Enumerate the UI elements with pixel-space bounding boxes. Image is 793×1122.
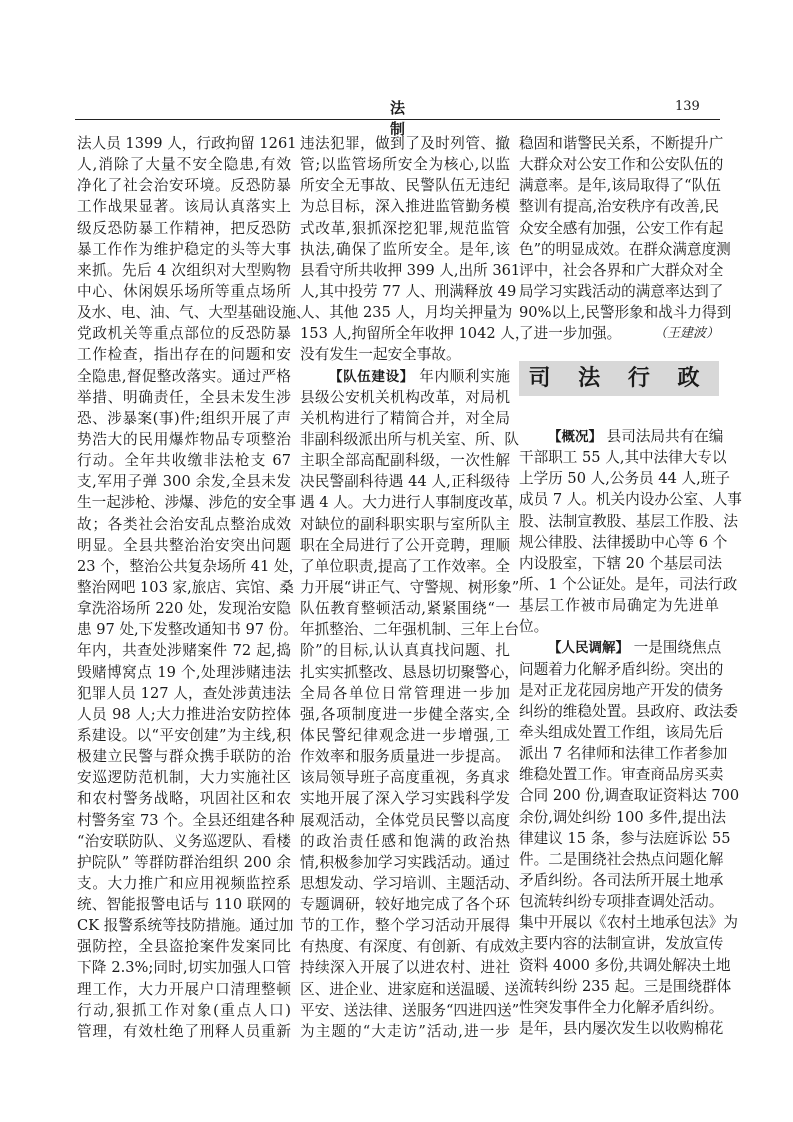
line-text: 平安、送法律、送服务“四进四送”	[300, 1001, 520, 1019]
text-line	[77, 281, 291, 302]
line-text: 和农村警务战略，巩固社区和农	[77, 790, 291, 808]
text-line	[519, 323, 719, 344]
text-line	[300, 704, 510, 725]
line-text: 90%以上,民警形象和战斗力得到	[519, 304, 732, 322]
text-line	[300, 746, 510, 767]
line-text: 包流转纠纷专项排查调处活动。	[519, 893, 724, 911]
line-text: 余份,调处纠纷 100 多件,提出法	[519, 808, 726, 826]
line-text: 阶”的目标,认认真真找问题、扎	[300, 642, 510, 660]
line-text: 整治网吧 103 家,旅店、宾馆、桑	[77, 578, 294, 596]
text-line	[300, 344, 510, 365]
text-line	[300, 810, 510, 831]
text-line	[519, 997, 724, 1018]
line-text: 律建议 15 条，参与法庭诉讼 55	[519, 829, 731, 847]
text-line	[519, 933, 724, 954]
line-text: 153 人,拘留所全年收押 1042 人，	[300, 325, 530, 343]
line-text: 上学历 50 人,公务员 44 人,班子	[519, 470, 730, 488]
line-text: 评中，社会各界和广大群众对全	[519, 261, 724, 279]
text-line	[300, 640, 510, 661]
text-line	[519, 532, 728, 553]
line-text: 护院队” 等群防群治组织 200 余	[77, 853, 291, 871]
line-text: 满意率。是年,该局取得了“队伍	[519, 177, 721, 195]
text-line	[519, 701, 738, 722]
text-line	[519, 659, 724, 680]
line-text: 大群众对公安工作和公安队伍的	[519, 156, 724, 174]
line-text: 强防控，全县盗抢案件发案同比	[77, 938, 291, 956]
line-text: 对缺位的副科职实职与室所队主	[300, 515, 510, 533]
text-line	[77, 218, 291, 239]
text-line	[519, 976, 732, 997]
text-line	[519, 637, 722, 658]
text-line	[519, 1018, 724, 1039]
line-text: 管;以监管场所安全为核心,以监	[300, 156, 510, 174]
text-line	[519, 468, 730, 489]
text-line	[519, 426, 724, 447]
text-line	[77, 196, 291, 217]
text-line	[519, 196, 719, 217]
line-text: 村警务室 73 个。全县还组建各种	[77, 811, 295, 829]
text-line	[300, 492, 523, 513]
text-line	[519, 807, 726, 828]
line-text: 专题调研，较好地完成了各个环	[300, 896, 510, 914]
text-line	[77, 408, 291, 429]
line-text: 情,积极参加学习实践活动。通过	[300, 853, 510, 871]
text-line	[77, 873, 291, 894]
section-heading-judicial-administration: 司 法 行 政	[519, 361, 719, 396]
text-line	[519, 828, 731, 849]
text-line	[77, 1000, 291, 1021]
text-line	[300, 577, 520, 598]
line-text: 安巡逻防范机制，大力实施社区	[77, 769, 291, 787]
column-3	[519, 133, 732, 344]
header-rule	[75, 119, 720, 120]
text-line	[77, 175, 291, 196]
text-line	[77, 514, 291, 535]
text-line	[77, 831, 291, 852]
line-text: 全局各单位日常管理进一步加	[300, 684, 510, 702]
text-line	[300, 450, 510, 471]
text-line	[77, 302, 311, 323]
text-line	[300, 302, 513, 323]
line-text: 件。二是围绕社会热点问题化解	[519, 850, 724, 868]
text-line	[300, 598, 510, 619]
text-line	[77, 619, 298, 640]
line-text: 年内顺利实施	[413, 367, 511, 385]
line-text: 人,消除了大量不安全隐患,有效	[77, 156, 291, 174]
section-body	[519, 426, 742, 1039]
line-text: 县看守所共收押 399 人,出所 361	[300, 261, 521, 279]
text-line	[300, 788, 510, 809]
paragraph-heading: 【队伍建设】	[329, 368, 414, 385]
text-line	[519, 239, 731, 260]
text-line	[77, 915, 294, 936]
line-text: 色”的明显成效。在群众满意度测	[519, 240, 731, 258]
text-line	[300, 915, 510, 936]
line-text: 举措、明确责任，全县未发生涉	[77, 388, 291, 406]
text-line	[519, 133, 724, 154]
line-text: 资料 4000 多份,共调处解决土地	[519, 956, 731, 974]
line-text: 法人员 1399 人，行政拘留 1261	[77, 135, 297, 152]
text-line	[77, 239, 291, 260]
line-text: 执法,确保了监所安全。是年,该	[300, 240, 510, 258]
line-text: 工作检查，指出存在的问题和安	[77, 346, 291, 364]
text-line	[77, 366, 291, 387]
line-text: 县级公安机关机构改革，对局机	[300, 388, 510, 406]
line-text: 合同 200 份,调查取证资料达 700	[519, 787, 740, 805]
text-line	[519, 511, 738, 532]
line-text: 性突发事件全力化解矛盾纠纷。	[519, 998, 724, 1016]
text-line	[300, 218, 510, 239]
line-text: 该局领导班子高度重视，务真求	[300, 769, 510, 787]
text-line	[519, 553, 722, 574]
text-line	[300, 260, 521, 281]
line-text: 位。	[519, 618, 549, 636]
text-line	[519, 955, 731, 976]
line-text: 全隐患,督促整改落实。通过严格	[77, 367, 291, 385]
line-text: 强,各项制度进一步健全落实,全	[300, 705, 510, 723]
line-text: 人员 98 人;大力推进治安防控体	[77, 705, 291, 723]
line-text: 基层工作被市局确定为先进单	[519, 597, 719, 615]
line-text: 展观活动，全体党员民警以高度	[300, 811, 510, 829]
text-line	[519, 447, 727, 468]
line-text: 23 个，整治公共复杂场所 41 处，	[77, 557, 304, 575]
line-text: 实地开展了深入学习实践科学发	[300, 790, 510, 808]
text-line	[77, 810, 295, 831]
line-text: 患 97 处,下发整改通知书 97 份。	[77, 621, 298, 639]
line-text: 行动。全年共收缴非法枪支 67	[77, 452, 291, 470]
text-line	[300, 683, 510, 704]
line-text: 支,军用子弹 300 余发,全县未发	[77, 473, 291, 491]
text-line	[77, 260, 291, 281]
line-text: 年抓整治、二年强机制、三年上台	[300, 621, 519, 639]
text-line	[300, 133, 510, 154]
line-text: 来抓。先后 4 次组织对大型购物	[77, 261, 291, 279]
text-line	[300, 936, 534, 957]
line-text: 的政治责任感和饱满的政治热	[300, 832, 510, 850]
line-text: 内设股室，下辖 20 个基层司法	[519, 554, 722, 572]
line-text: 思想发动、学习培训、主题活动、	[300, 874, 519, 892]
text-line	[77, 662, 291, 683]
text-line	[519, 302, 732, 323]
text-line	[77, 979, 291, 1000]
text-line	[77, 492, 296, 513]
text-line	[519, 281, 724, 302]
line-text: 整训有提高,治安秩序有改善,民	[519, 198, 719, 216]
line-text: 职在全局进行了公开竞聘，理顺	[300, 536, 510, 554]
column-2	[300, 133, 534, 1042]
text-line	[519, 218, 724, 239]
line-text: 作效率和服务质量进一步提高。	[300, 748, 510, 766]
text-line	[519, 785, 740, 806]
line-text: 违法犯罪，做到了及时列管、撤	[300, 135, 510, 152]
text-line	[300, 366, 510, 387]
line-text: 问题着力化解矛盾纠纷。突出的	[519, 660, 724, 678]
line-text: 行动,狠抓工作对象(重点人口)	[77, 1001, 291, 1019]
line-text: 级反恐防暴工作精神，把反恐防	[77, 219, 291, 237]
line-text: 有热度、有深度、有创新、有成效。	[300, 938, 534, 956]
text-line	[300, 387, 510, 408]
line-text: 统、智能报警电话与 110 联网的	[77, 896, 291, 914]
line-text: 县司法局共有在编	[602, 428, 724, 445]
line-text: 式改革,狠抓深挖犯罪,规范监管	[300, 219, 510, 237]
line-text: 管理，有效杜绝了刑释人员重新	[77, 1022, 291, 1040]
line-text: 明显。全县共整治治安突出问题	[77, 536, 291, 554]
text-line	[77, 344, 291, 365]
text-line	[519, 743, 728, 764]
text-line	[519, 154, 724, 175]
line-text: 持续深入开展了以进农村、进社	[300, 959, 510, 977]
author-credit: （王建波）	[653, 326, 719, 342]
line-text: 所安全无事故、民警队伍无违纪	[300, 177, 510, 195]
line-text: 系建设。以“平安创建”为主线,积	[77, 726, 291, 744]
text-line	[300, 979, 519, 1000]
line-text: 工作战果显著。该局认真落实上	[77, 198, 291, 216]
line-text: 一是围绕焦点	[629, 639, 722, 657]
line-text: 力开展“讲正气、守警规、树形象”	[300, 578, 520, 596]
text-line	[300, 408, 510, 429]
text-line	[77, 535, 291, 556]
text-line	[519, 891, 724, 912]
line-text: 暴工作作为维护稳定的头等大事	[77, 240, 291, 258]
line-text: 遇 4 人。大力进行人事制度改革，	[300, 494, 523, 512]
text-line	[77, 852, 291, 873]
text-line	[77, 1021, 291, 1042]
text-line	[77, 387, 291, 408]
text-line	[519, 175, 719, 196]
line-text: 党政机关等重点部位的反恐防暴	[77, 325, 291, 343]
text-line	[77, 556, 304, 577]
text-line	[300, 196, 510, 217]
text-line	[300, 471, 510, 492]
line-text: 众安全感有加强，公安工作有起	[519, 219, 724, 237]
line-text: 理工作，大力开展户口清理整顿	[77, 980, 291, 998]
text-line	[300, 1021, 510, 1042]
text-line	[519, 722, 724, 743]
line-text: 是对正龙花园房地产开发的债务	[519, 681, 724, 699]
line-text: 非副科级派出所与机关室、所、队	[300, 430, 519, 448]
text-line	[300, 894, 510, 915]
text-line	[77, 640, 291, 661]
line-text: 净化了社会治安环境。反恐防暴	[77, 177, 291, 195]
line-text: 了进一步加强。	[519, 325, 622, 343]
line-text: 股、法制宣教股、基层工作股、法	[519, 512, 738, 530]
text-line	[519, 260, 724, 281]
line-text: 为主题的“大走访”活动,进一步	[300, 1022, 510, 1040]
text-line	[77, 598, 291, 619]
text-line	[300, 725, 510, 746]
paragraph-heading: 【概况】	[548, 429, 602, 445]
line-text: 年内，共查处涉赌案件 72 起,捣	[77, 642, 291, 660]
text-line	[300, 556, 510, 577]
column-1	[77, 133, 311, 1042]
line-text: 是年，县内屡次发生以收购棉花	[519, 1019, 724, 1037]
line-text: 纠纷的维稳处置。县政府、政法委	[519, 702, 738, 720]
line-text: 决民警副科待遇 44 人,正科级待	[300, 473, 510, 491]
line-text: 派出 7 名律师和法律工作者参加	[519, 745, 728, 763]
line-text: 为总目标，深入推进监管勤务模	[300, 198, 510, 216]
running-header-title: 法 制	[389, 99, 431, 138]
text-line	[77, 704, 291, 725]
text-line	[300, 239, 510, 260]
line-text: 干部职工 55 人,其中法律大专以	[519, 449, 727, 467]
line-text: 牵头组成处置工作组，该局先后	[519, 723, 724, 741]
line-text: 集中开展以《农村土地承包法》为	[519, 914, 738, 932]
paragraph-heading: 【人民调解】	[548, 640, 629, 657]
line-text: 主要内容的法制宣讲，发放宣传	[519, 935, 724, 953]
text-line	[519, 849, 724, 870]
line-text: 矛盾纠纷。各司法所开展土地承	[519, 871, 724, 889]
text-line	[77, 746, 291, 767]
text-line	[300, 662, 519, 683]
text-line	[77, 767, 291, 788]
line-text: 故；各类社会治安乱点整治成效	[77, 515, 291, 533]
text-line	[300, 619, 519, 640]
text-line	[300, 852, 510, 873]
text-line	[77, 683, 291, 704]
line-text: 生一起涉枪、涉爆、涉危的安全事	[77, 494, 296, 512]
line-text: 了单位职责,提高了工作效率。全	[300, 557, 510, 575]
line-text: 及水、电、油、气、大型基础设施、	[77, 304, 311, 322]
line-text: 主职全部高配副科级，一次性解	[300, 452, 510, 470]
text-line	[77, 450, 291, 471]
text-line	[519, 574, 738, 595]
text-line	[300, 323, 530, 344]
page-number: 139	[675, 99, 700, 114]
text-line	[77, 429, 291, 450]
line-text: 没有发生一起安全事故。	[300, 346, 461, 364]
line-text: 所、1 个公证处。是年，司法行政	[519, 575, 738, 593]
text-line	[300, 154, 510, 175]
text-line	[519, 912, 738, 933]
line-text: 支。大力推广和应用视频监控系	[77, 874, 291, 892]
line-text: 关机构进行了精简合并，对全局	[300, 409, 510, 427]
line-text: 势浩大的民用爆炸物品专项整治	[77, 430, 291, 448]
text-line	[519, 616, 719, 637]
text-line	[300, 1000, 520, 1021]
line-text: 规公律股、法律援助中心等 6 个	[519, 533, 728, 551]
text-line	[77, 154, 291, 175]
line-text: “治安联防队、义务巡逻队、看楼	[77, 832, 291, 850]
line-text: 拿洗浴场所 220 处，发现治安隐	[77, 600, 291, 618]
line-text: 流转纠纷 235 起。三是围绕群体	[519, 977, 732, 995]
line-text: 稳固和谐警民关系，不断提升广	[519, 135, 724, 152]
line-text: 区、进企业、进家庭和送温暖、送	[300, 980, 519, 998]
line-text: 队伍教育整顿活动,紧紧围绕“一	[300, 600, 510, 618]
text-line	[300, 831, 510, 852]
text-line	[519, 595, 719, 616]
line-text: 毁赌博窝点 19 个,处理涉赌违法	[77, 663, 291, 681]
line-text: 中心、休闲娱乐场所等重点场所	[77, 282, 291, 300]
line-text: 人,其中投劳 77 人、刑满释放 49	[300, 282, 517, 300]
text-line	[77, 894, 291, 915]
text-line	[300, 175, 510, 196]
line-text: 恐、涉暴案(事)件;组织开展了声	[77, 409, 291, 427]
text-line	[77, 788, 291, 809]
text-line	[77, 577, 294, 598]
text-line	[77, 471, 291, 492]
text-line	[519, 489, 742, 510]
line-text: 下降 2.3%;同时,切实加强人口管	[77, 959, 291, 977]
text-line	[77, 957, 291, 978]
text-line	[300, 514, 510, 535]
text-line	[519, 764, 724, 785]
line-text: 犯罪人员 127 人，查处涉黄违法	[77, 684, 291, 702]
line-text: 人、其他 235 人，月均关押量为	[300, 304, 513, 322]
text-line	[77, 133, 297, 154]
line-text: 扎实实抓整改、恳恳切切聚警心，	[300, 663, 519, 681]
text-line	[77, 323, 291, 344]
text-line	[300, 281, 517, 302]
text-line	[77, 725, 291, 746]
line-text: 极建立民警与群众携手联防的治	[77, 748, 291, 766]
line-text: 节的工作，整个学习活动开展得	[300, 917, 510, 935]
line-text: CK 报警系统等技防措施。通过加	[77, 917, 294, 935]
text-line	[300, 957, 510, 978]
text-line	[519, 870, 724, 891]
text-line	[300, 873, 519, 894]
line-text: 维稳处置工作。审查商品房买卖	[519, 766, 724, 784]
line-text: 体民警纪律观念进一步增强,工	[300, 726, 510, 744]
line-text: 局学习实践活动的满意率达到了	[519, 282, 724, 300]
text-line	[77, 936, 291, 957]
text-line	[519, 680, 724, 701]
text-line	[300, 429, 519, 450]
line-text: 成员 7 人。机关内设办公室、人事	[519, 491, 742, 509]
text-line	[300, 535, 510, 556]
text-line	[300, 767, 510, 788]
